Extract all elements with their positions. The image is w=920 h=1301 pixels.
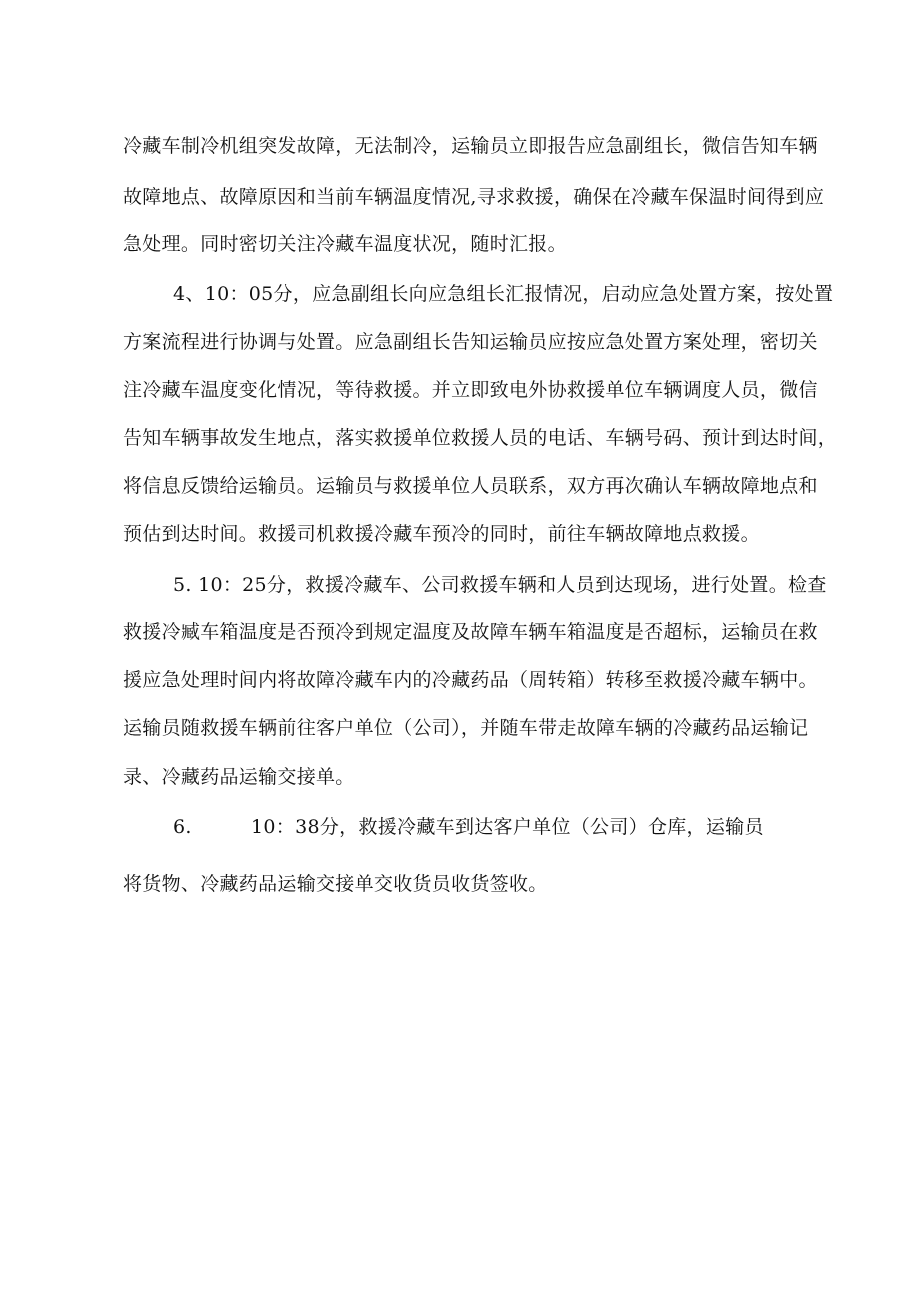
paragraph-line: 故障地点、故障原因和当前车辆温度情况,寻求救援，确保在冷藏车保温时间得到应: [123, 186, 825, 208]
item-6-text: 10：38分，救援冷藏车到达客户单位（公司）仓库，运输员: [251, 816, 764, 838]
paragraph-line: 预估到达时间。救援司机救援冷藏车预冷的同时，前往车辆故障地点救援。: [123, 523, 760, 545]
paragraph-line: 援应急处理时间内将故障冷藏车内的冷藏药品（周转箱）转移至救援冷藏车辆中。: [123, 669, 818, 691]
item-5-line: 5. 10：25分，救援冷藏车、公司救援车辆和人员到达现场，进行处置。检查: [173, 574, 827, 596]
item-6-line: [173, 815, 764, 839]
paragraph-line: 救援冷臧车箱温度是否预冷到规定温度及故障车辆车箱温度是否超标，运输员在救: [123, 621, 818, 643]
paragraph-line: 告知车辆事故发生地点，落实救援单位救援人员的电话、车辆号码、预计到达时间，: [123, 427, 838, 449]
paragraph-line: 急处理。同时密切关注冷藏车温度状况，随时汇报。: [123, 233, 567, 255]
paragraph-line: 录、冷藏药品运输交接单。: [123, 766, 355, 788]
paragraph-line: 将货物、冷藏药品运输交接单交收货员收货签收。: [123, 873, 548, 895]
paragraph-line: 冷藏车制冷机组突发故障，无法制冷，运输员立即报告应急副组长，微信告知车辆: [123, 135, 818, 157]
paragraph-line: 方案流程进行协调与处置。应急副组长告知运输员应按应急处置方案处理，密切关: [123, 331, 818, 353]
paragraph-line: 将信息反馈给运输员。运输员与救援单位人员联系，双方再次确认车辆故障地点和: [123, 475, 818, 497]
paragraph-line: 注冷藏车温度变化情况，等待救援。并立即致电外协救援单位车辆调度人员，微信: [123, 379, 818, 401]
paragraph-line: 运输员随救援车辆前往客户单位（公司），并随车带走故障车辆的冷藏药品运输记: [123, 717, 809, 739]
item-6-number: 6.: [173, 816, 192, 838]
item-4-line: 4、10：05分，应急副组长向应急组长汇报情况，启动应急处置方案，按处置: [173, 283, 834, 305]
